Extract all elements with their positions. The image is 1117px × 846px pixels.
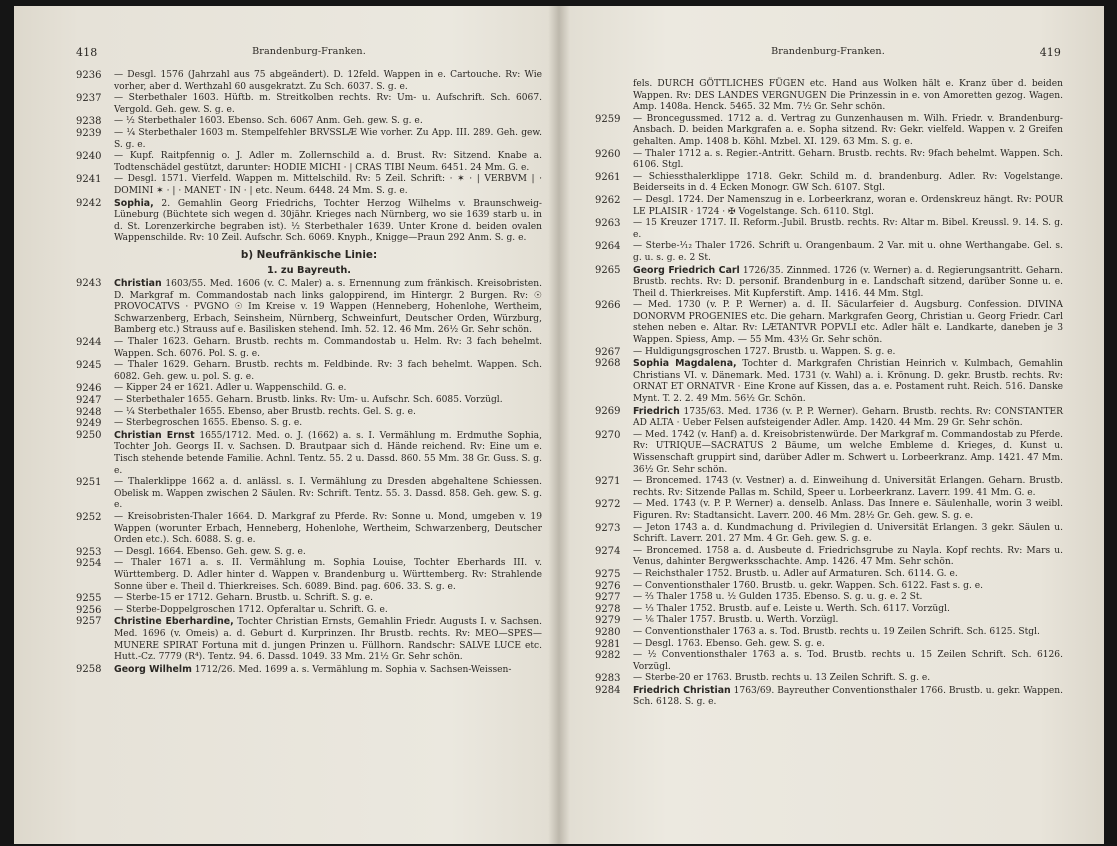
entry-list: [76, 278, 542, 676]
entry-description: Tochter d. Markgrafen Christian Heinrich v. Kulmbach, Gemahlin Christians VI. v. Dänemark. Med. 1731 (v. Wahl) a. i. Krönung. D. gekr. Brustb. rechts. Rv: ORNAT ET ORNATVR · Eine Krone auf Kissen, das a. e. Postament ruht. Reich. 516. Danske Mynt. T. 2. 2. 49 Mm. 56½ Gr. Schön.: [633, 359, 1063, 405]
catalog-entry: [595, 300, 1063, 346]
entry-description: — Desgl. 1664. Ebenso. Geh. gew. S. g. e.: [114, 546, 306, 557]
catalog-entry: [595, 673, 1063, 685]
entry-description: — Kipper 24 er 1621. Adler u. Wappenschild. G. e.: [114, 383, 347, 394]
catalog-entry: [595, 615, 1063, 627]
entry-description: — Huldigungsgroschen 1727. Brustb. u. Wappen. S. g. e.: [633, 346, 896, 357]
entry-text: [633, 673, 1063, 685]
ruler-name: Georg Friedrich Carl: [633, 264, 740, 276]
entry-description: — ½ Conventionsthaler 1763 a. s. Tod. Brustb. rechts u. 15 Zeilen Schrift. Sch. 6126. Vorzügl.: [633, 650, 1063, 672]
ruler-name: Georg Wilhelm: [114, 663, 192, 675]
entry-number: 9236: [76, 70, 102, 81]
entry-text: [633, 581, 1063, 593]
entry-text: [114, 418, 542, 430]
entry-description: — Schiessthalerklippe 1718. Gekr. Schild m. d. brandenburg. Adler. Rv: Vogelstange. Beiderseits in d. 4 Ecken Monogr. GW Sch. 6107. Stgl.: [633, 171, 1063, 194]
entry-number: 9265: [595, 264, 621, 276]
catalog-entry: [76, 418, 542, 430]
entry-description: — ⅓ Thaler 1752. Brustb. auf e. Leiste u. Werth. Sch. 6117. Vorzügl.: [633, 603, 950, 614]
entry-description: — Desgl. 1576 (Jahrzahl aus 75 abgeändert). D. 12feld. Wappen in e. Cartouche. Rv: Wie vorher, aber d. Werthzahl 60 ausgekratzt. Zu Sch. 6037. S. g. e.: [114, 70, 542, 92]
entry-number: 9237: [76, 93, 102, 105]
entry-number: 9246: [76, 383, 102, 395]
entry-description: — Broncegussmed. 1712 a. d. Vertrag zu Gunzenhausen m. Wilh. Friedr. v. Brandenburg-Ansbach. D. beiden Markgrafen a. e. Sopha sitzend. Rv: Gekr. vielfeld. Wappen v. 2 Greifen gehalten. Amp. 1408 b. Köhl. Mzbel. XI. 129. 63 Mm. S. g. e.: [633, 113, 1063, 147]
continued-entry: [595, 79, 1063, 114]
entry-description: Tochter Christian Ernsts, Gemahlin Friedr. Augusts I. v. Sachsen. Med. 1696 (v. Omeis) a. d. Geburt d. Kurprinzen. Ihr Brustb. rechts. Rv: MEO—SPES—MUNERE SPIRAT Fortuna mit d. jungen Prinzen u. Füllhorn. Randschr: SALVE LUCE etc. Hutt.-Cz. 7779 (R⁴). Tentz. 94. 6. Dassd. 1049. 33 Mm. 21½ Gr. Sehr schön.: [114, 617, 542, 663]
entry-description: — Sterbethaler 1603. Hüftb. m. Streitkolben rechts. Rv: Um- u. Aufschrift. Sch. 6067. Vergold. Geh. gew. S. g. e.: [114, 93, 542, 115]
entry-text: [114, 116, 542, 128]
page-number: 418: [76, 46, 98, 59]
catalog-entry: [76, 664, 542, 677]
entry-number: 9255: [76, 593, 102, 605]
entry-description: — Desgl. 1571. Vierfeld. Wappen m. Mittelschild. Rv: 5 Zeil. Schrift: · ✶ · | VERBVM | · DOMINI ✶ · | · MANET · IN · | etc. Neum. 6448. 24 Mm. S. g. e.: [114, 174, 542, 196]
entry-description: — Sterbe-20 er 1763. Brustb. rechts u. 13 Zeilen Schrift. S. g. e.: [633, 673, 931, 684]
entry-description: — Med. 1743 (v. P. P. Werner) a. denselb. Anlass. Das Innere e. Säulenhalle, worin 3 weibl. Figuren. Rv: Stadtansicht. Laverr. 200. 46 Mm. 28½ Gr. Geh. gew. S. g. e.: [633, 499, 1063, 521]
entry-number: 9251: [76, 477, 102, 489]
entry-text: [633, 685, 1063, 709]
entry-text: [633, 523, 1063, 546]
catalog-entry: [76, 337, 542, 360]
entry-text: [114, 407, 542, 419]
catalog-entry: [76, 430, 542, 477]
running-title: Brandenburg-Franken.: [771, 46, 885, 57]
ruler-name: Friedrich: [633, 405, 680, 417]
catalog-entry: [595, 569, 1063, 581]
entry-number: 9259: [595, 113, 621, 125]
entry-number: 9267: [595, 346, 621, 358]
catalog-entry: [76, 383, 542, 395]
catalog-entry: [595, 195, 1063, 218]
entry-text: [114, 477, 542, 512]
entry-description: — Thaler 1629. Geharn. Brustb. rechts m. Feldbinde. Rv: 3 fach behelmt. Wappen. Sch. 6082. Geh. gew. u. pol. S. g. e.: [114, 360, 542, 382]
entry-number: 9238: [76, 116, 102, 128]
catalog-entry: [595, 114, 1063, 149]
entry-text: [114, 151, 542, 174]
entry-description: — Sterbe-15 er 1712. Geharn. Brustb. u. Schrift. S. g. e.: [114, 593, 374, 604]
catalog-entry: [595, 581, 1063, 593]
entry-text: [114, 605, 542, 617]
left-page-body: [76, 70, 542, 676]
entry-number: 9266: [595, 300, 621, 312]
entry-number: 9282: [595, 650, 621, 662]
entry-description: — Med. 1730 (v. P. P. Werner) a. d. II. Säcularfeier d. Augsburg. Confession. DIVINA DONORVM PROGENIES etc. Die geharn. Markgrafen Georg, Christian u. Georg Friedr. Carl stehen neben e. Altar. Rv: LÆTANTVR POPVLI etc. Adler hält e. Landkarte, daneben je 3 Wappen. Spiess, Amp. — 55 Mm. 43½ Gr. Sehr schön.: [633, 300, 1063, 346]
entry-description: — ⅔ Thaler 1758 u. ½ Gulden 1735. Ebenso. S. g. u. g. e. 2 St.: [633, 592, 923, 603]
entry-text: [114, 174, 542, 197]
entry-description: — Desgl. 1763. Ebenso. Geh. gew. S. g. e.: [633, 638, 825, 649]
catalog-entry: [76, 593, 542, 605]
entry-number: 9268: [595, 358, 621, 370]
entry-description: — ¼ Sterbethaler 1655. Ebenso, aber Brustb. rechts. Gel. S. g. e.: [114, 406, 416, 417]
entry-text: [114, 360, 542, 383]
catalog-entry: [76, 395, 542, 407]
entry-number: 9272: [595, 499, 621, 511]
entry-description: — Thaler 1623. Geharn. Brustb. rechts m. Commandostab u. Helm. Rv: 3 fach behelmt. Wappen. Sch. 6076. Pol. S. g. e.: [114, 337, 542, 359]
ruler-name: Christian: [114, 278, 162, 290]
ruler-name: Christian Ernst: [114, 429, 195, 441]
entry-description: — Sterbethaler 1655. Geharn. Brustb. links. Rv: Um- u. Aufschr. Sch. 6085. Vorzügl.: [114, 395, 503, 406]
entry-number: 9240: [76, 151, 102, 163]
catalog-entry: [76, 616, 542, 663]
entry-text: [633, 195, 1063, 218]
entry-number: 9239: [76, 127, 102, 139]
entry-number: 9258: [76, 663, 102, 675]
catalog-entry: [595, 476, 1063, 499]
entry-number: 9279: [595, 615, 621, 627]
entry-number: 9245: [76, 360, 102, 372]
entry-description: — Med. 1742 (v. Hanf) a. d. Kreisobristenwürde. Der Markgraf m. Commandostab zu Pferde. Rv: UTRIQUE—SACRATUS 2 Bäume, um welche Embleme d. Krieges, d. Kunst u. Wissenschaft gruppirt sind, darüber Adler m. Schwert u. Lorbeerkranz. Amp. 1421. 47 Mm. 36½ Gr. Sehr schön.: [633, 429, 1063, 475]
entry-text: [114, 616, 542, 663]
catalog-entry: [595, 604, 1063, 616]
entry-number: 9241: [76, 174, 102, 186]
entry-number: 9276: [595, 580, 621, 592]
entry-number: 9248: [76, 406, 102, 418]
entry-description: — Reichsthaler 1752. Brustb. u. Adler auf Armaturen. Sch. 6114. G. e.: [633, 568, 958, 579]
entry-text: [114, 337, 542, 360]
catalog-entry: [595, 650, 1063, 673]
entry-text: [633, 639, 1063, 651]
entry-description: 1603/55. Med. 1606 (v. C. Maler) a. s. Ernennung zum fränkisch. Kreisobristen. D. Markgraf m. Commandostab nach links galoppirend, im Hintergr. 2 Burgen. Rv: ☉ PROVOCATVS · PVGNO ☉ Im Kreise v. 19 Wappen (Henneberg, Hohenlohe, Wertheim, Schwarzenberg, Erbach, Seinsheim, Nürnberg, Schweinfurt, Deutscher Orden, Würzburg, Bamberg etc.) Strauss auf e. Basilisken stehend. Imh. 52. 12. 46 Mm. 26½ Gr. Sehr schön.: [114, 279, 542, 336]
entry-description: 1655/1712. Med. o. J. (1662) a. s. I. Vermählung m. Erdmuthe Sophia, Tochter Joh. Georgs II. v. Sachsen. D. Brautpaar sich d. Hände reichend. Rv: Eine um e. Tisch stehende betende Familie. Achnl. Tentz. 55. 2 u. Dassd. 860. 55 Mm. 38 Gr. Guss. S. g. e.: [114, 430, 542, 476]
entry-text: [633, 476, 1063, 499]
entry-list: [76, 70, 542, 245]
entry-number: 9271: [595, 476, 621, 488]
entry-number: 9277: [595, 592, 621, 604]
entry-text: [114, 395, 542, 407]
catalog-entry: [76, 477, 542, 512]
catalog-entry: [76, 128, 542, 151]
entry-text: [633, 149, 1063, 172]
entry-number: 9250: [76, 429, 102, 441]
entry-description: — ½ Sterbethaler 1603. Ebenso. Sch. 6067 Anm. Geh. gew. S. g. e.: [114, 116, 423, 127]
entry-description: — ⅙ Thaler 1757. Brustb. u. Werth. Vorzügl.: [633, 615, 839, 626]
entry-text: [114, 547, 542, 559]
entry-text: [633, 546, 1063, 569]
catalog-entry: [76, 605, 542, 617]
entry-text: [633, 218, 1063, 241]
entry-text: [114, 128, 542, 151]
entry-number: 9278: [595, 603, 621, 615]
entry-description: — Thaler 1671 a. s. II. Vermählung m. Sophia Louise, Tochter Eberhards III. v. Württemberg. D. Adler hinter d. Wappen v. Brandenburg u. Württemberg. Rv: Strahlende Sonne über e. Theil d. Thierkreises. Sch. 6089. Bind. pag. 606. 33. S. g. e.: [114, 558, 542, 592]
catalog-entry: [595, 347, 1063, 359]
entry-text: [633, 604, 1063, 616]
entry-text: [114, 198, 542, 245]
entry-description: 1712/26. Med. 1699 a. s. Vermählung m. Sophia v. Sachsen-Weissen-: [191, 664, 512, 675]
catalog-entry: [595, 546, 1063, 569]
catalog-entry: [595, 499, 1063, 522]
page-number: 419: [1039, 46, 1061, 59]
ruler-name: Sophia,: [114, 197, 154, 209]
running-title: Brandenburg-Franken.: [252, 46, 366, 57]
entry-text: [114, 430, 542, 477]
catalog-entry: [595, 627, 1063, 639]
entry-text: [114, 383, 542, 395]
catalog-entry: [595, 430, 1063, 476]
right-page-body: [595, 79, 1063, 709]
catalog-entry: [76, 116, 542, 128]
entry-number: 9274: [595, 545, 621, 557]
entry-description: — Thalerklippe 1662 a. d. anlässl. s. I. Vermählung zu Dresden abgehaltene Schiessen. Obelisk m. Wappen zwischen 2 Säulen. Rv: Schrift. Tentz. 55. 3. Dassd. 858. Geh. gew. S. g. e.: [114, 477, 542, 511]
entry-description: — Conventionsthaler 1760. Brustb. u. gekr. Wappen. Sch. 6122. Fast s. g. e.: [633, 580, 984, 591]
entry-text: [114, 278, 542, 337]
ruler-name: Christine Eberhardine,: [114, 616, 234, 628]
catalog-entry: [595, 358, 1063, 405]
catalog-entry: [76, 512, 542, 547]
entry-number: 9281: [595, 638, 621, 650]
entry-number: 9273: [595, 522, 621, 534]
section-heading: b) Neufränkische Linie:: [240, 248, 378, 261]
entry-number: 9247: [76, 395, 102, 407]
left-page: [14, 6, 559, 844]
entry-description: — Sterbegroschen 1655. Ebenso. S. g. e.: [114, 418, 303, 429]
entry-text: [633, 569, 1063, 581]
catalog-entry: [76, 407, 542, 419]
entry-description: — Thaler 1712 a. s. Regier.-Antritt. Geharn. Brustb. rechts. Rv: 9fach behelmt. Wappen. Sch. 6106. Stgl.: [633, 148, 1063, 171]
entry-description: — Kreisobristen-Thaler 1664. D. Markgraf zu Pferde. Rv: Sonne u. Mond, umgeben v. 19 Wappen (worunter Erbach, Henneberg, Hohenlohe, Wertheim, Schwarzenberg, Deutscher Orden etc.). Sch. 6088. S. g. e.: [114, 511, 542, 546]
entry-description: — Sterbe-¹⁄₁₂ Thaler 1726. Schrift u. Orangenbaum. 2 Var. mit u. ohne Werthangabe. Gel. s. g. u. s. g. e. 2 St.: [633, 241, 1063, 263]
catalog-entry: [76, 558, 542, 593]
catalog-entry: [595, 592, 1063, 604]
entry-number: 9243: [76, 278, 102, 290]
ruler-name: Sophia Magdalena,: [633, 358, 737, 370]
entry-description: 1763/69. Bayreuther Conventionsthaler 1766. Brustb. u. gekr. Wappen. Sch. 6128. S. g. e.: [633, 685, 1063, 708]
entry-number: 9264: [595, 241, 621, 253]
entry-description: — Jeton 1743 a. d. Kundmachung d. Privilegien d. Universität Erlangen. 3 gekr. Säulen u. Schrift. Laverr. 201. 27 Mm. 4 Gr. Geh. gew. S. g. e.: [633, 522, 1063, 545]
catalog-entry: [595, 218, 1063, 241]
entry-number: 9263: [595, 218, 621, 230]
entry-text: [114, 664, 542, 677]
entry-description: — Sterbe-Doppelgroschen 1712. Opferaltar u. Schrift. G. e.: [114, 604, 388, 615]
catalog-entry: [595, 172, 1063, 195]
entry-description: 1735/63. Med. 1736 (v. P. P. Werner). Geharn. Brustb. rechts. Rv: CONSTANTER AD ALTA · Ueber Felsen aufsteigender Adler. Amp. 1420. 44 Mm. 29 Gr. Sehr schön.: [633, 406, 1063, 429]
entry-text: [633, 114, 1063, 149]
catalog-entry: [595, 149, 1063, 172]
entry-text: [633, 615, 1063, 627]
entry-text: [633, 627, 1063, 639]
entry-number: 9284: [595, 684, 621, 696]
entry-number: 9244: [76, 337, 102, 349]
entry-text: [633, 499, 1063, 522]
entry-text: [633, 347, 1063, 359]
entry-text: [633, 406, 1063, 430]
entry-number: 9256: [76, 604, 102, 616]
entry-number: 9261: [595, 171, 621, 183]
catalog-entry: [76, 151, 542, 174]
entry-number: 9242: [76, 197, 102, 209]
entry-text: [114, 558, 542, 593]
catalog-entry: [76, 198, 542, 245]
catalog-entry: [595, 523, 1063, 546]
entry-text: [633, 650, 1063, 673]
entry-description: — Desgl. 1724. Der Namenszug in e. Lorbeerkranz, woran e. Ordenskreuz hängt. Rv: POUR LE PLAISIR · 1724 · ✠ Vogelstange. Sch. 6110. Stgl.: [633, 194, 1063, 217]
entry-text: [633, 358, 1063, 405]
entry-text: [114, 512, 542, 547]
catalog-entry: [595, 406, 1063, 430]
entry-number: 9270: [595, 429, 621, 441]
entry-description: 2. Gemahlin Georg Friedrichs, Tochter Herzog Wilhelms v. Braunschweig-Lüneburg (Büchtete sich wegen d. 30jähr. Krieges nach Nürnberg, wo sie 1639 starb u. in d. St. Lorenzerkirche begraben ist). ½ Sterbethaler 1639. Unter Krone d. beiden ovalen Wappenschilde. Rv: 10 Zeil. Aufschr. Sch. 6069. Knyph., Knigge—Praun 292 Anm. S. g. e.: [114, 198, 542, 244]
entry-text: [114, 70, 542, 93]
book-spread: [14, 6, 1104, 844]
entry-number: 9260: [595, 148, 621, 160]
catalog-entry: [595, 265, 1063, 301]
catalog-entry: [76, 278, 542, 337]
entry-description: — Conventionsthaler 1763 a. s. Tod. Brustb. rechts u. 19 Zeilen Schrift. Sch. 6125. Stgl.: [633, 626, 1040, 637]
entry-description: 1726/35. Zinnmed. 1726 (v. Werner) a. d. Regierungsantritt. Geharn. Brustb. rechts. Rv: D. personif. Brandenburg in e. Landschaft sitzend, darüber Sonne u. e. Theil d. Thierkreises. Mit Kupferstift. Amp. 1416. 44 Mm. Stgl.: [633, 265, 1063, 299]
entry-text: [633, 592, 1063, 604]
catalog-entry: [76, 70, 542, 93]
entry-number: 9283: [595, 673, 621, 685]
entry-text: [114, 93, 542, 116]
catalog-entry: [76, 174, 542, 197]
catalog-entry: [595, 685, 1063, 709]
entry-text: [633, 300, 1063, 346]
subsection-heading: 1. zu Bayreuth.: [266, 264, 352, 276]
entry-description: — Kupf. Raitpfennig o. J. Adler m. Zollernschild a. d. Brust. Rv: Sitzend. Knabe a. Todtenschädel gestützt, darunter: HODIE MICHI · | CRAS TIBI Neum. 6451. 24 Mm. G. e.: [114, 151, 542, 173]
entry-number: 9249: [76, 418, 102, 430]
entry-text: [633, 172, 1063, 195]
catalog-entry: [76, 547, 542, 559]
entry-text: [633, 430, 1063, 476]
entry-number: 9262: [595, 194, 621, 206]
entry-number: 9254: [76, 558, 102, 570]
catalog-entry: [76, 360, 542, 383]
entry-text: fels. DURCH GÖTTLICHES FÜGEN etc. Hand aus Wolken hält e. Kranz über d. beiden Wappen. Rv: DES LANDES VERGNUGEN Die Prinzessin in e. von Amoretten gezog. Wagen. Amp. 1408a. Henck. 5465. 32 Mm. 7½ Gr. Sehr schön.: [633, 79, 1063, 113]
entry-text: [633, 265, 1063, 301]
catalog-entry: [595, 639, 1063, 651]
entry-number: 9252: [76, 511, 102, 523]
entry-text: [114, 593, 542, 605]
entry-number: 9269: [595, 405, 621, 417]
entry-description: — ¼ Sterbethaler 1603 m. Stempelfehler BRVSSLÆ Wie vorher. Zu App. III. 289. Geh. gew. S. g. e.: [114, 127, 542, 150]
entry-number: 9275: [595, 568, 621, 580]
entry-number: 9257: [76, 616, 102, 628]
entry-list: [595, 114, 1063, 709]
ruler-name: Friedrich Christian: [633, 684, 731, 696]
entry-number: 9280: [595, 626, 621, 638]
catalog-entry: [595, 241, 1063, 264]
entry-description: — Broncemed. 1743 (v. Vestner) a. d. Einweihung d. Universität Erlangen. Geharn. Brustb. rechts. Rv: Sitzende Pallas m. Schild, Speer u. Lorbeerkranz. Laverr. 199. 41 Mm. G. e.: [633, 476, 1063, 498]
catalog-entry: [76, 93, 542, 116]
entry-number: 9253: [76, 546, 102, 558]
entry-description: — 15 Kreuzer 1717. II. Reform.-Jubil. Brustb. rechts. Rv: Altar m. Bibel. Kreussl. 9. 14. S. g. e.: [633, 218, 1063, 240]
entry-description: — Broncemed. 1758 a. d. Ausbeute d. Friedrichsgrube zu Nayla. Kopf rechts. Rv: Mars u. Venus, dahinter Bergwerksschachte. Amp. 1426. 47 Mm. Sehr schön.: [633, 545, 1063, 568]
right-page: [559, 6, 1104, 844]
entry-text: [633, 241, 1063, 264]
